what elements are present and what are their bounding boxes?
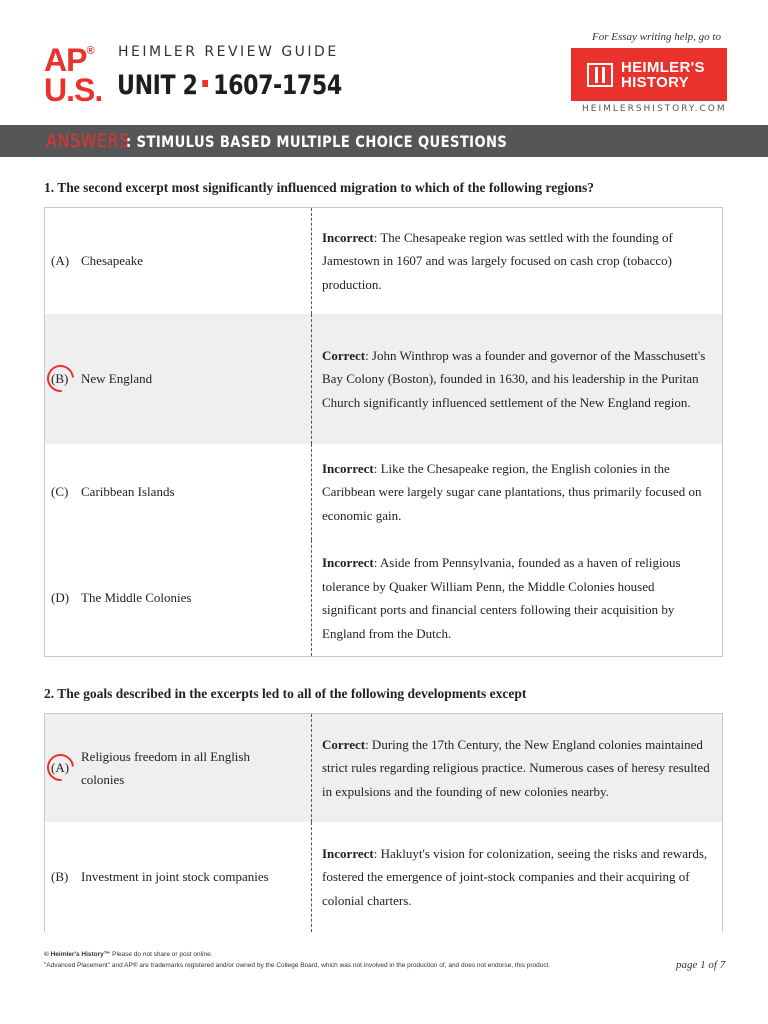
option-explanation [322, 457, 712, 528]
ap-us-logo [44, 44, 104, 106]
answer-row [45, 314, 722, 444]
banner-title: : STIMULUS BASED MULTIPLE CHOICE QUESTIONS [126, 131, 508, 151]
option-letter: (A) [51, 253, 70, 269]
option-explanation [322, 733, 712, 804]
essay-help-text: For Essay writing help, go to [592, 31, 721, 43]
ap-text: AP [44, 42, 87, 78]
unit-label: UNIT 2 [117, 70, 198, 101]
correct-answer-circle-icon [41, 359, 79, 397]
explanation-text: : The Chesapeake region was settled with the founding of Jamestown in 1607 and was largely focused on cash crop (tobacco) production. [322, 229, 673, 292]
hh-logo-icon [587, 63, 613, 87]
copyright-text: © Heimler's History™ [44, 951, 111, 958]
footer-copyright [44, 951, 213, 958]
option-choice: Chesapeake [81, 253, 144, 269]
question-2-answer-table [44, 713, 723, 932]
option-explanation [322, 344, 712, 415]
us-text: U.S. [44, 72, 103, 108]
explanation-text: : During the 17th Century, the New England colonies maintained strict rules regarding religious practice. Numerous cases of heresy resulted in expulsions and the founding of new colonies nearby. [322, 736, 710, 799]
verdict-label: Correct [322, 736, 366, 752]
answer-row [45, 822, 722, 932]
option-letter: (B) [51, 371, 69, 387]
question-1-answer-table [44, 207, 723, 657]
option-choice: The Middle Colonies [81, 590, 192, 606]
verdict-label: Incorrect [322, 555, 374, 570]
answer-row [45, 208, 722, 314]
option-letter: (B) [51, 869, 69, 885]
explanation-text: : John Winthrop was a founder and governor of the Masschusett's Bay Colony (Boston), founded in 1630, and his leadership in the Puritan Church significantly influenced settlement of the New England region. [322, 347, 706, 410]
unit-title [117, 70, 342, 101]
explanation-text: : Aside from Pennsylvania, founded as a haven of religious tolerance by Quaker William Penn, the Middle Colonies housed significant ports and financial centers following their acquisition by England from the Dutch. [322, 555, 681, 641]
brand-line-2: HISTORY [621, 73, 689, 91]
verdict-label: Correct [322, 347, 366, 363]
registered-mark: ® [86, 45, 94, 57]
page-number: page 1 of 7 [676, 959, 726, 971]
option-choice: New England [81, 371, 153, 387]
answer-row [45, 540, 722, 656]
verdict-label: Incorrect [322, 460, 374, 476]
unit-years: 1607-1754 [213, 70, 342, 101]
brand-url-link[interactable]: HEIMLERSHISTORY.COM [582, 104, 727, 114]
option-choice: Investment in joint stock companies [81, 869, 269, 885]
verdict-label: Incorrect [322, 229, 374, 245]
question-1-prompt: 1. The second excerpt most significantly influenced migration to which of the following regions? [44, 180, 594, 195]
option-explanation [322, 551, 712, 645]
title-separator-dot [202, 80, 208, 87]
answer-row [45, 714, 722, 822]
correct-answer-circle-icon [41, 748, 79, 786]
footer-trademark: "Advanced Placement" and AP® are trademarks registered and/or owned by the College Board, which was not involved in the production of, and does not endorse, this product. [44, 962, 551, 969]
option-choice: Caribbean Islands [81, 484, 175, 500]
share-notice: Please do not share or post online. [110, 951, 213, 958]
option-letter: (C) [51, 484, 69, 500]
question-2-prompt: 2. The goals described in the excerpts led to all of the following developments except [44, 686, 527, 701]
option-letter: (A) [51, 760, 70, 776]
explanation-text: : Like the Chesapeake region, the English colonies in the Caribbean were largely sugar cane plantations, thus primarily focused on economic gain. [322, 460, 702, 523]
option-explanation [322, 226, 712, 297]
heimlers-history-logo[interactable] [571, 48, 727, 101]
option-explanation [322, 842, 712, 913]
verdict-label: Incorrect [322, 845, 374, 861]
section-banner [0, 125, 768, 157]
banner-answers: ANSWERS [46, 130, 131, 152]
option-letter: (D) [51, 590, 70, 606]
guide-label: HEIMLER REVIEW GUIDE [118, 44, 339, 60]
brand-line-1: HEIMLER'S [621, 58, 705, 76]
option-choice: Religious freedom in all English colonies [81, 748, 250, 787]
answer-row [45, 444, 722, 540]
explanation-text: : Hakluyt's vision for colonization, seeing the risks and rewards, fostered the emergence of joint-stock companies and their acquiring of colonial charters. [322, 845, 708, 908]
